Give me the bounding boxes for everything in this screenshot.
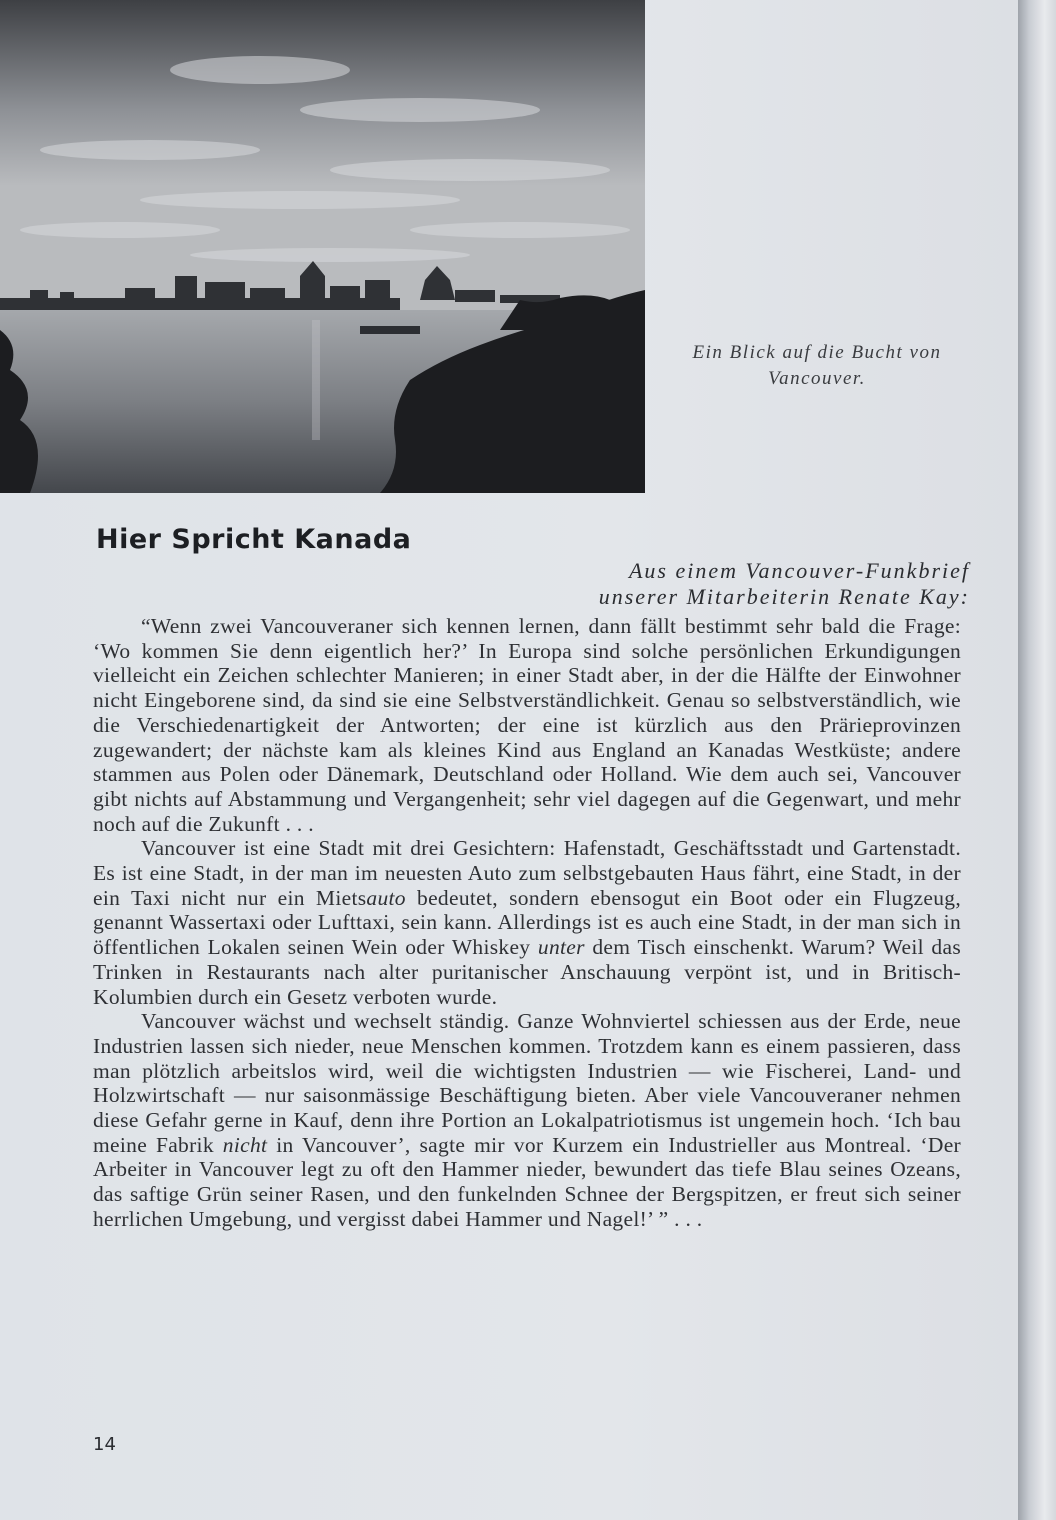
paragraph-3-emphasis-nicht: nicht [222, 1132, 268, 1157]
byline-line-1: Aus einem Vancouver-Funkbrief [628, 558, 970, 583]
article-byline [470, 558, 970, 610]
byline-line-2: unserer Mitarbeiterin Renate Kay: [598, 584, 970, 609]
paragraph-2-emphasis-unter: unter [537, 935, 585, 960]
article-headline: Hier Spricht Kanada [96, 524, 412, 555]
article-body [93, 614, 961, 1232]
article-paragraph-2 [93, 836, 961, 1009]
article-paragraph-3 [93, 1009, 961, 1231]
paragraph-3-part-b: in Vancouver’, sagte mir vor Kurzem ein Industrieller aus Montreal. ‘Der Arbeiter in Vancouver legt zu oft den Hammer nieder, bewundert das tiefe Blau seines Ozeans, das saftige Grün seiner Rasen, und den funkelnden Schnee der Bergspitzen, er freut sich seiner herrlichen Umgebung, und vergisst dabei Hammer und Nagel!’ ” . . . [93, 1132, 961, 1231]
page-number: 14 [93, 1434, 116, 1455]
paragraph-2-part-b: bedeutet, sondern ebensogut ein Boot oder ein Flugzeug, genannt Wassertaxi oder Lufttaxi, sein kann. Allerdings ist es auch eine Stadt, in der man sich in öffentlichen Lokalen seinen Wein oder Whiskey [93, 885, 961, 960]
paragraph-2-part-c: dem Tisch einschenkt. Warum? Weil das Trinken in Restaurants nach alter puritanischer Anschauung verpönt ist, und in Britisch-Kolumbien durch ein Gesetz verboten wurde. [93, 935, 961, 1009]
page-gutter [1018, 0, 1056, 1520]
vancouver-bay-photo [0, 0, 645, 493]
photo-caption: Ein Blick auf die Bucht von Vancouver. [692, 342, 942, 389]
paragraph-3-part-a: Vancouver wächst und wechselt ständig. Ganze Wohnviertel schiessen aus der Erde, neue Industrien lassen sich nieder, neue Menschen kommen. Trotzdem kann es einem passieren, dass man plötzlich arbeitslos wird, weil die wichtigsten Industrien — wie Fischerei, Land- und Holzwirtschaft — nur saisonmässige Beschäftigung bieten. Aber viele Vancouveraner nehmen diese Gefahr gerne in Kauf, denn ihre Portion an Lokalpatriotismus ist ungemein hoch. ‘Ich bau meine Fabrik [93, 1009, 961, 1157]
article-paragraph-1: “Wenn zwei Vancouveraner sich kennen lernen, dann fällt bestimmt sehr bald die Frage: ‘Wo kommen Sie denn eigentlich her?’ In Europa sind solche persönlichen Erkundigungen vielleicht ein Zeichen schlechter Manieren; in einer Stadt aber, in der die Hälfte der Einwohner nicht Eingeborene sind, da sind sie eine Selbstverständlichkeit. Genau so selbstverständlich, wie die Verschiedenartigkeit der Antworten; der eine ist kürzlich aus den Prärieprovinzen zugewandert; der nächste kam als kleines Kind aus England an Kanadas Westküste; andere stammen aus Polen oder Dänemark, Deutschland oder Holland. Wie dem auch sei, Vancouver gibt nichts auf Abstammung und Vergangenheit; sehr viel dagegen auf die Gegenwart, und mehr noch auf die Zukunft . . . [93, 614, 961, 836]
paragraph-2-emphasis-auto: auto [366, 885, 406, 910]
paragraph-2-part-a: Vancouver ist eine Stadt mit drei Gesichtern: Hafenstadt, Geschäftsstadt und Gartenstadt. Es ist eine Stadt, in der man im neuesten Auto zum selbstgebauten Haus fährt, eine Stadt, in der ein Taxi nicht nur ein Miets [93, 836, 961, 910]
